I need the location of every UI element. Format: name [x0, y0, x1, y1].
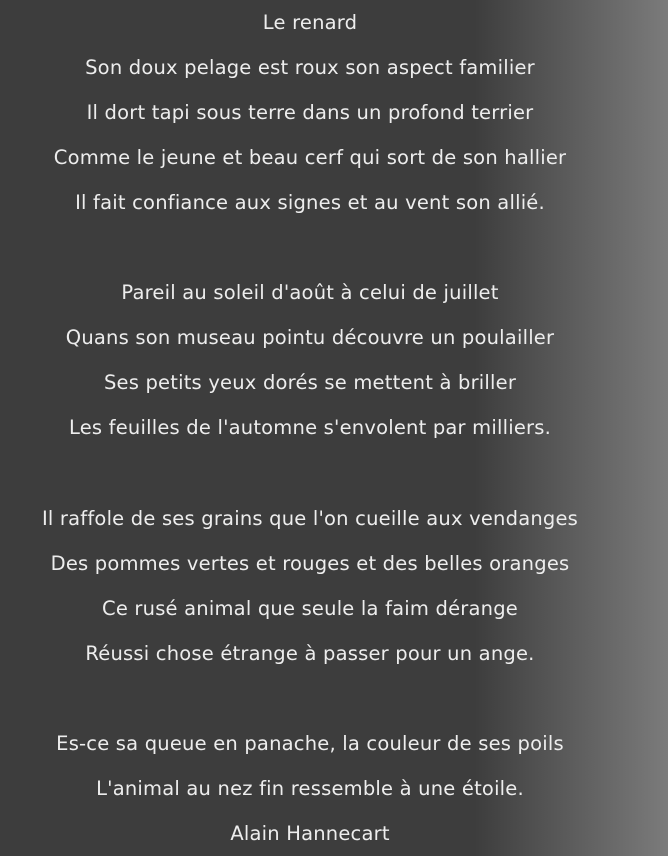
stanza-separator — [0, 450, 620, 495]
poem-line: Quans son museau pointu découvre un poulailler — [65, 326, 555, 350]
poem-line: Pareil au soleil d'août à celui de juillet — [121, 281, 499, 305]
poem-line: Il dort tapi sous terre dans un profond terrier — [86, 101, 534, 125]
poem-line: Comme le jeune et beau cerf qui sort de son hallier — [53, 146, 567, 170]
poem-line: Il raffole de ses grains que l'on cueille aux vendanges — [41, 506, 579, 530]
poem-line: Réussi chose étrange à passer pour un ange. — [85, 641, 535, 665]
stanza-separator — [0, 676, 620, 721]
poem-author: Alain Hannecart — [230, 821, 390, 845]
poem-line: L'animal au nez fin ressemble à une étoile. — [96, 776, 524, 800]
poem-title: Le renard — [262, 11, 358, 35]
poem-line: Ses petits yeux dorés se mettent à briller — [103, 371, 517, 395]
poem-line: Les feuilles de l'automne s'envolent par milliers. — [68, 416, 552, 440]
poem-line: Es-ce sa queue en panache, la couleur de ses poils — [56, 731, 564, 755]
poem-line: Il fait confiance aux signes et au vent son allié. — [75, 191, 545, 215]
poem-line: Son doux pelage est roux son aspect familier — [85, 56, 535, 80]
stanza-separator — [0, 225, 620, 270]
poem-line: Des pommes vertes et rouges et des belles oranges — [50, 551, 570, 575]
poem-line: Ce rusé animal que seule la faim dérange — [102, 596, 518, 620]
